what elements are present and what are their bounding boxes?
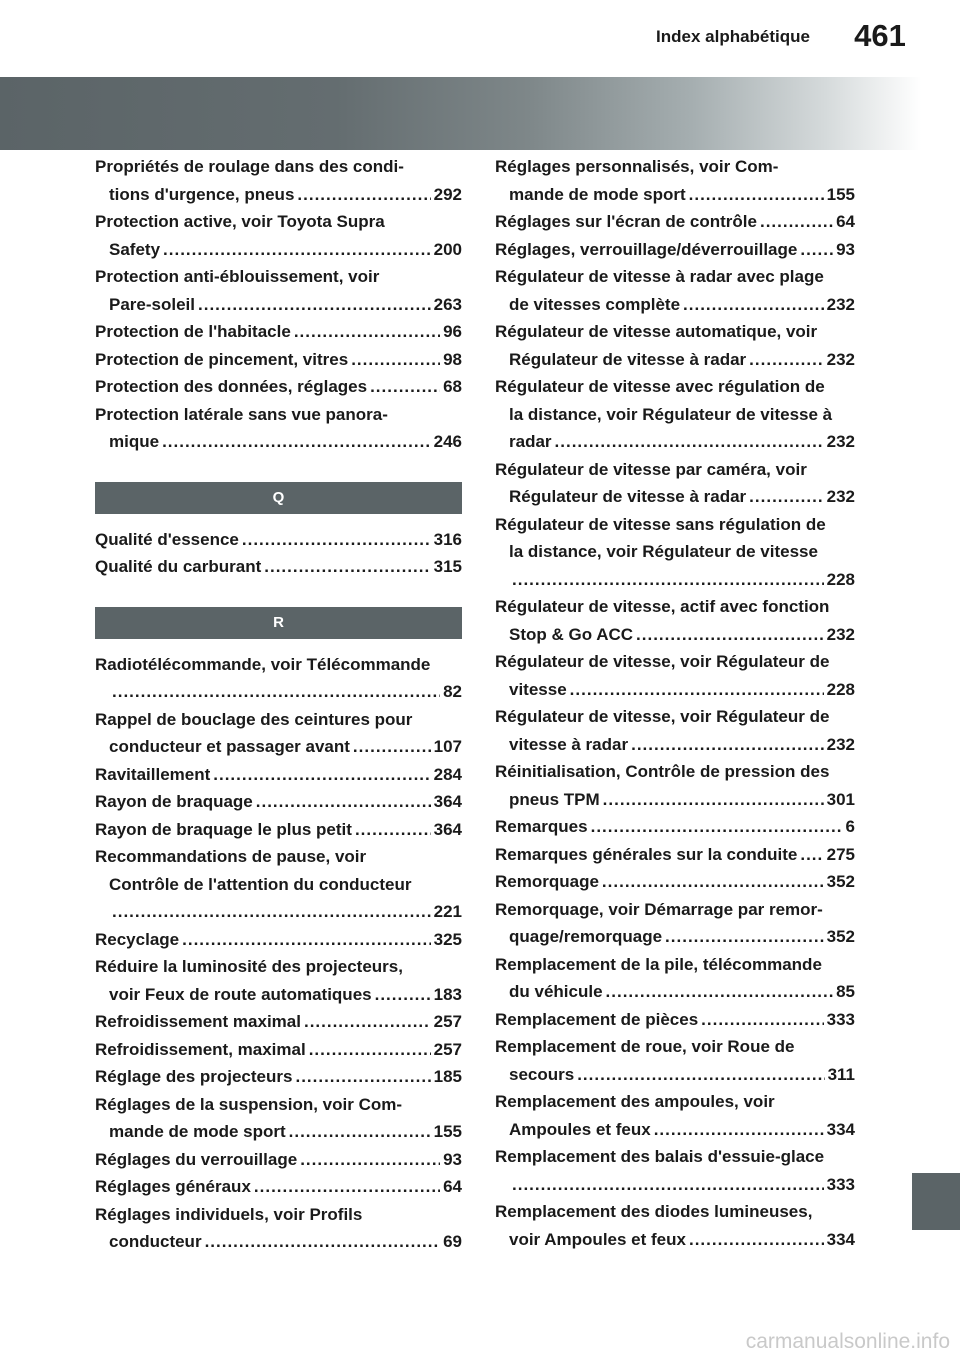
page-reference: 352 bbox=[826, 872, 855, 891]
index-entry bbox=[95, 1201, 462, 1256]
leader-dots bbox=[353, 733, 431, 761]
index-entry-line bbox=[495, 1033, 855, 1061]
index-entry bbox=[95, 1036, 462, 1064]
page-reference: 333 bbox=[826, 1174, 855, 1194]
index-entry bbox=[495, 236, 855, 264]
index-entry-line bbox=[95, 526, 462, 554]
index-entry-line bbox=[495, 511, 855, 539]
index-entry-line bbox=[95, 1091, 462, 1119]
index-entry-line bbox=[495, 786, 855, 814]
index-entry bbox=[495, 841, 855, 869]
index-entry-line bbox=[495, 896, 855, 924]
leader-dots bbox=[163, 236, 431, 264]
index-entry bbox=[495, 1088, 855, 1143]
index-entry bbox=[495, 208, 855, 236]
index-entry-text: Protection de l'habitacle bbox=[95, 322, 291, 341]
index-entry-text: Régulateur de vitesse automatique, voir bbox=[495, 322, 818, 341]
page-reference: 232 bbox=[826, 432, 855, 451]
index-entry-line bbox=[495, 1171, 855, 1199]
index-entry-text: Réglages, verrouillage/déverrouillage bbox=[495, 239, 798, 259]
index-entry-text: Régulateur de vitesse à radar bbox=[509, 349, 747, 369]
index-entry bbox=[495, 593, 855, 648]
index-entry-text: la distance, voir Régulateur de vitesse à bbox=[509, 404, 833, 424]
leader-dots bbox=[297, 181, 430, 209]
leader-dots bbox=[591, 813, 843, 841]
index-entry bbox=[95, 346, 462, 374]
page-reference: 82 bbox=[443, 682, 462, 701]
index-entry-line bbox=[495, 538, 855, 566]
index-entry bbox=[95, 208, 462, 263]
leader-dots bbox=[295, 1063, 430, 1091]
index-entry-text: vitesse à radar bbox=[509, 734, 629, 754]
index-entry-text: Refroidissement maximal bbox=[95, 1012, 301, 1031]
index-entry-text: Régulateur de vitesse à radar bbox=[509, 487, 747, 506]
index-entry-line bbox=[495, 1198, 855, 1226]
leader-dots bbox=[112, 678, 440, 706]
leader-dots bbox=[182, 926, 431, 954]
index-entry-line bbox=[495, 428, 855, 456]
page-reference: 232 bbox=[826, 294, 855, 314]
index-entry-line bbox=[95, 236, 462, 264]
index-entry-line bbox=[495, 181, 855, 209]
page-reference: 232 bbox=[826, 487, 855, 506]
page-reference: 98 bbox=[443, 349, 462, 369]
index-entry-text: Réglages personnalisés, voir Com- bbox=[495, 157, 779, 176]
index-entry-line bbox=[95, 898, 462, 926]
index-entry-line bbox=[95, 1228, 462, 1256]
letter-header-r: R bbox=[95, 607, 462, 639]
index-entry-line bbox=[495, 703, 855, 731]
index-entry-line bbox=[495, 648, 855, 676]
index-entry-text: Protection des données, réglages bbox=[95, 377, 368, 396]
index-entry-text: Remorquage bbox=[495, 872, 599, 891]
index-entry-line bbox=[95, 953, 462, 981]
page-reference: 6 bbox=[845, 817, 855, 836]
page-reference: 292 bbox=[433, 184, 462, 204]
page-reference: 352 bbox=[826, 927, 855, 946]
index-entry-line bbox=[95, 1173, 462, 1201]
index-entry bbox=[95, 1146, 462, 1174]
leader-dots bbox=[665, 923, 824, 951]
index-entry-text: la distance, voir Régulateur de vitesse bbox=[509, 542, 818, 561]
index-entry-text: tions d'urgence, pneus bbox=[109, 184, 295, 204]
index-entry-line bbox=[495, 1116, 855, 1144]
index-entry-line bbox=[495, 1088, 855, 1116]
index-entry-text: conducteur bbox=[109, 1232, 202, 1251]
index-entry-text: Réglages généraux bbox=[95, 1177, 251, 1196]
page-reference: 221 bbox=[433, 902, 462, 921]
index-entry bbox=[95, 761, 462, 789]
index-entry-line bbox=[495, 483, 855, 511]
index-entry-text: Recommandations de pause, voir bbox=[95, 847, 367, 866]
watermark: carmanualsonline.info bbox=[745, 1330, 950, 1353]
leader-dots bbox=[213, 761, 430, 789]
index-entry-text: Safety bbox=[109, 239, 161, 259]
chapter-thumb-tab bbox=[912, 1173, 960, 1230]
index-entry-text: conducteur et passager avant bbox=[109, 737, 350, 756]
header-banner bbox=[0, 77, 960, 150]
index-entry-text: Remplacement de la pile, télécommande bbox=[495, 954, 822, 974]
leader-dots bbox=[606, 978, 834, 1006]
index-entry-line bbox=[95, 1201, 462, 1229]
leader-dots bbox=[570, 676, 824, 704]
index-entry-text: Réglages de la suspension, voir Com- bbox=[95, 1094, 403, 1114]
leader-dots bbox=[242, 526, 431, 554]
index-entry-line bbox=[495, 1061, 855, 1089]
leader-dots bbox=[555, 428, 824, 456]
index-entry-text: Protection active, voir Toyota Supra bbox=[95, 212, 385, 231]
index-entry-text: Refroidissement, maximal bbox=[95, 1039, 306, 1059]
index-entry-text: vitesse bbox=[509, 679, 567, 699]
leader-dots bbox=[683, 291, 824, 319]
index-entry-line bbox=[95, 428, 462, 456]
index-entry-text: Rayon de braquage le plus petit bbox=[95, 819, 352, 839]
index-entry-line bbox=[95, 678, 462, 706]
index-entry-text: Remorquage, voir Démarrage par remor- bbox=[495, 899, 823, 919]
leader-dots bbox=[162, 428, 431, 456]
index-entry-text: Réduire la luminosité des projecteurs, bbox=[95, 957, 403, 976]
index-entry-text: Protection latérale sans vue panora- bbox=[95, 404, 388, 424]
index-entry bbox=[495, 1033, 855, 1088]
page-reference: 185 bbox=[433, 1067, 462, 1086]
index-entry-text: mande de mode sport bbox=[509, 184, 686, 204]
index-group-r-continued bbox=[495, 153, 855, 1253]
index-entry-line bbox=[95, 291, 462, 319]
page-reference: 96 bbox=[443, 322, 462, 341]
index-entry bbox=[95, 153, 462, 208]
index-entry-text: Régulateur de vitesse par caméra, voir bbox=[495, 459, 807, 479]
leader-dots bbox=[309, 1036, 431, 1064]
leader-dots bbox=[112, 898, 431, 926]
index-entry-line bbox=[95, 346, 462, 374]
leader-dots bbox=[198, 291, 431, 319]
index-entry-line bbox=[95, 153, 462, 181]
index-entry-line bbox=[495, 731, 855, 759]
index-entry bbox=[495, 896, 855, 951]
index-entry-line bbox=[495, 236, 855, 264]
index-entry-text: pneus TPM bbox=[509, 789, 600, 809]
index-entry bbox=[495, 153, 855, 208]
index-entry-text: Ampoules et feux bbox=[509, 1119, 651, 1139]
page-reference: 334 bbox=[826, 1119, 855, 1139]
index-entry-text: Réglage des projecteurs bbox=[95, 1067, 293, 1086]
page-reference: 316 bbox=[433, 529, 462, 549]
index-entry-line bbox=[95, 1118, 462, 1146]
index-entry-text: Propriétés de roulage dans des condi- bbox=[95, 157, 404, 176]
index-entry-line bbox=[495, 758, 855, 786]
index-entry-line bbox=[95, 373, 462, 401]
page-reference: 284 bbox=[433, 764, 462, 784]
index-entry-text: Remplacement des balais d'essuie-glace bbox=[495, 1147, 825, 1166]
index-entry bbox=[495, 1006, 855, 1034]
leader-dots bbox=[636, 621, 824, 649]
page-reference: 257 bbox=[433, 1039, 462, 1059]
index-entry bbox=[495, 263, 855, 318]
leader-dots bbox=[689, 1226, 824, 1254]
index-entry-line bbox=[495, 208, 855, 236]
index-entry-line bbox=[495, 291, 855, 319]
index-entry bbox=[95, 318, 462, 346]
index-entry-line bbox=[95, 208, 462, 236]
index-entry-text: Réinitialisation, Contrôle de pression des bbox=[495, 762, 830, 781]
index-entry-text: Radiotélécommande, voir Télécommande bbox=[95, 654, 431, 674]
index-entry-text: Réglages sur l'écran de contrôle bbox=[495, 212, 757, 231]
page-reference: 228 bbox=[826, 569, 855, 589]
index-entry-text: de vitesses complète bbox=[509, 294, 681, 314]
index-entry-text: Remplacement de pièces bbox=[495, 1009, 699, 1029]
page-reference: 257 bbox=[433, 1012, 462, 1031]
index-entry-line bbox=[95, 1146, 462, 1174]
leader-dots bbox=[264, 553, 430, 581]
leader-dots bbox=[654, 1116, 824, 1144]
index-entry-line bbox=[495, 318, 855, 346]
leader-dots bbox=[760, 208, 833, 236]
index-entry-text: secours bbox=[509, 1064, 575, 1084]
index-entry-text: Régulateur de vitesse, voir Régulateur de bbox=[495, 652, 830, 671]
index-entry-text: Pare-soleil bbox=[109, 294, 195, 314]
index-entry-text: Recyclage bbox=[95, 929, 180, 949]
index-entry-line bbox=[95, 318, 462, 346]
page-reference: 183 bbox=[433, 984, 462, 1004]
index-entry-text: Stop & Go ACC bbox=[509, 624, 634, 644]
index-entry bbox=[95, 926, 462, 954]
leader-dots bbox=[351, 346, 440, 374]
leader-dots bbox=[749, 483, 823, 511]
index-entry-text: Régulateur de vitesse sans régulation de bbox=[495, 514, 826, 534]
index-entry-line bbox=[95, 706, 462, 734]
leader-dots bbox=[800, 841, 823, 869]
index-entry bbox=[95, 401, 462, 456]
page-reference: 325 bbox=[433, 929, 462, 949]
index-column-left bbox=[95, 150, 462, 1256]
index-entry-text: voir Ampoules et feux bbox=[509, 1229, 686, 1249]
page-reference: 155 bbox=[826, 184, 855, 204]
index-entry-line bbox=[495, 373, 855, 401]
index-entry bbox=[95, 526, 462, 554]
leader-dots bbox=[689, 181, 824, 209]
leader-dots bbox=[701, 1006, 823, 1034]
index-entry bbox=[495, 868, 855, 896]
index-entry bbox=[95, 1091, 462, 1146]
index-entry bbox=[95, 1008, 462, 1036]
index-entry-line bbox=[495, 841, 855, 869]
index-entry-line bbox=[95, 761, 462, 789]
index-entry-text: Ravitaillement bbox=[95, 764, 211, 784]
index-entry-text: Remplacement de roue, voir Roue de bbox=[495, 1037, 795, 1056]
index-entry-text: Régulateur de vitesse avec régulation de bbox=[495, 377, 825, 396]
index-entry-text: Rappel de bouclage des ceintures pour bbox=[95, 709, 413, 729]
index-column-right bbox=[495, 150, 855, 1253]
page-reference: 69 bbox=[443, 1232, 462, 1251]
index-entry-line bbox=[495, 923, 855, 951]
page-reference: 64 bbox=[443, 1177, 462, 1196]
index-entry-text: quage/remorquage bbox=[509, 927, 663, 946]
index-entry-text: Protection anti-éblouissement, voir bbox=[95, 267, 380, 286]
index-entry-line bbox=[495, 676, 855, 704]
index-entry-text: Remarques bbox=[495, 817, 588, 836]
page-reference: 301 bbox=[826, 789, 855, 809]
page-reference: 333 bbox=[826, 1009, 855, 1029]
index-entry-line bbox=[95, 816, 462, 844]
index-entry-line bbox=[95, 843, 462, 871]
leader-dots bbox=[749, 346, 823, 374]
index-entry bbox=[95, 788, 462, 816]
index-entry bbox=[95, 1173, 462, 1201]
index-entry-text: mique bbox=[109, 432, 160, 451]
leader-dots bbox=[375, 981, 431, 1009]
leader-dots bbox=[603, 786, 824, 814]
index-entry-line bbox=[95, 1063, 462, 1091]
index-entry-text: Régulateur de vitesse, voir Régulateur de bbox=[495, 707, 830, 726]
leader-dots bbox=[577, 1061, 824, 1089]
index-entry-text: Remarques générales sur la conduite bbox=[495, 844, 798, 864]
page-reference: 315 bbox=[433, 557, 462, 576]
page-reference: 364 bbox=[433, 792, 462, 811]
index-entry bbox=[95, 953, 462, 1008]
page-reference: 334 bbox=[826, 1229, 855, 1249]
index-entry-text: Réglages du verrouillage bbox=[95, 1149, 298, 1169]
index-entry bbox=[495, 1198, 855, 1253]
index-group-r bbox=[95, 651, 462, 1256]
index-entry-line bbox=[495, 401, 855, 429]
index-group-p bbox=[95, 153, 462, 456]
index-entry bbox=[495, 813, 855, 841]
index-entry-line bbox=[95, 181, 462, 209]
index-entry-line bbox=[495, 346, 855, 374]
index-entry-text: voir Feux de route automatiques bbox=[109, 984, 372, 1004]
leader-dots bbox=[370, 373, 440, 401]
index-entry-text: mande de mode sport bbox=[109, 1122, 286, 1141]
index-entry-text: Qualité du carburant bbox=[95, 557, 262, 576]
page-reference: 68 bbox=[443, 377, 462, 396]
page-reference: 64 bbox=[836, 212, 855, 231]
index-entry-text: Réglages individuels, voir Profils bbox=[95, 1204, 363, 1224]
index-entry bbox=[95, 1063, 462, 1091]
index-entry bbox=[495, 373, 855, 456]
index-entry bbox=[495, 456, 855, 511]
index-entry-line bbox=[495, 456, 855, 484]
index-entry-line bbox=[95, 871, 462, 899]
index-entry-text: Remplacement des diodes lumineuses, bbox=[495, 1202, 813, 1221]
page-reference: 232 bbox=[826, 624, 855, 644]
index-entry-line bbox=[495, 621, 855, 649]
page-reference: 93 bbox=[836, 239, 855, 259]
index-entry-line bbox=[95, 788, 462, 816]
index-entry-line bbox=[495, 566, 855, 594]
index-entry bbox=[95, 651, 462, 706]
leader-dots bbox=[256, 788, 431, 816]
leader-dots bbox=[300, 1146, 440, 1174]
page-reference: 263 bbox=[433, 294, 462, 314]
index-entry bbox=[495, 951, 855, 1006]
leader-dots bbox=[254, 1173, 440, 1201]
index-entry-line bbox=[495, 1143, 855, 1171]
page-header bbox=[0, 0, 960, 77]
index-entry-line bbox=[495, 813, 855, 841]
page-reference: 85 bbox=[836, 982, 855, 1001]
index-entry-text: Contrôle de l'attention du conducteur bbox=[109, 874, 412, 894]
index-entry bbox=[495, 511, 855, 594]
index-entry-line bbox=[495, 868, 855, 896]
index-entry-text: du véhicule bbox=[509, 982, 603, 1001]
page-reference: 228 bbox=[826, 679, 855, 699]
section-title: Index alphabétique bbox=[656, 27, 810, 46]
index-entry-text: Remplacement des ampoules, voir bbox=[495, 1092, 775, 1111]
index-entry-line bbox=[95, 401, 462, 429]
leader-dots bbox=[512, 566, 824, 594]
index-entry bbox=[495, 648, 855, 703]
leader-dots bbox=[800, 236, 833, 264]
page-reference: 155 bbox=[433, 1122, 462, 1141]
index-entry-line bbox=[495, 1006, 855, 1034]
index-entry-line bbox=[95, 926, 462, 954]
index-entry-line bbox=[495, 951, 855, 979]
index-entry-line bbox=[495, 153, 855, 181]
index-entry bbox=[95, 816, 462, 844]
index-entry-line bbox=[95, 263, 462, 291]
index-entry-text: Qualité d'essence bbox=[95, 529, 239, 549]
index-entry-line bbox=[95, 981, 462, 1009]
index-entry-line bbox=[95, 1008, 462, 1036]
index-entry bbox=[495, 758, 855, 813]
index-entry bbox=[95, 553, 462, 581]
index-entry bbox=[95, 373, 462, 401]
index-entry bbox=[495, 1143, 855, 1198]
index-entry-line bbox=[95, 1036, 462, 1064]
index-entry-text: Régulateur de vitesse à radar avec plage bbox=[495, 267, 824, 286]
page-reference: 232 bbox=[826, 349, 855, 369]
page-reference: 232 bbox=[826, 734, 855, 754]
index-entry-line bbox=[95, 651, 462, 679]
page-reference: 364 bbox=[433, 819, 462, 839]
index-entry bbox=[95, 263, 462, 318]
leader-dots bbox=[631, 731, 824, 759]
index-entry-line bbox=[495, 978, 855, 1006]
leader-dots bbox=[205, 1228, 441, 1256]
index-entry-line bbox=[95, 733, 462, 761]
page-reference: 275 bbox=[826, 844, 855, 864]
page-reference: 93 bbox=[443, 1149, 462, 1169]
index-entry-line bbox=[495, 1226, 855, 1254]
letter-header-q: Q bbox=[95, 482, 462, 514]
leader-dots bbox=[355, 816, 431, 844]
page-reference: 200 bbox=[433, 239, 462, 259]
leader-dots bbox=[289, 1118, 431, 1146]
page-reference: 246 bbox=[433, 432, 462, 451]
leader-dots bbox=[512, 1171, 824, 1199]
page-reference: 107 bbox=[433, 737, 462, 756]
index-entry bbox=[495, 703, 855, 758]
leader-dots bbox=[294, 318, 440, 346]
index-entry bbox=[495, 318, 855, 373]
index-entry-text: radar bbox=[509, 432, 552, 451]
index-entry bbox=[95, 843, 462, 926]
index-entry-line bbox=[495, 263, 855, 291]
leader-dots bbox=[602, 868, 824, 896]
index-entry-text: Régulateur de vitesse, actif avec fonction bbox=[495, 597, 830, 616]
index-entry-text: Protection de pincement, vitres bbox=[95, 349, 349, 369]
index-entry-line bbox=[495, 593, 855, 621]
leader-dots bbox=[304, 1008, 431, 1036]
index-entry bbox=[95, 706, 462, 761]
page-number: 461 bbox=[854, 18, 906, 53]
index-entry-text: Rayon de braquage bbox=[95, 792, 253, 811]
page-reference: 311 bbox=[827, 1064, 855, 1084]
index-group-q bbox=[95, 526, 462, 581]
index-entry-line bbox=[95, 553, 462, 581]
